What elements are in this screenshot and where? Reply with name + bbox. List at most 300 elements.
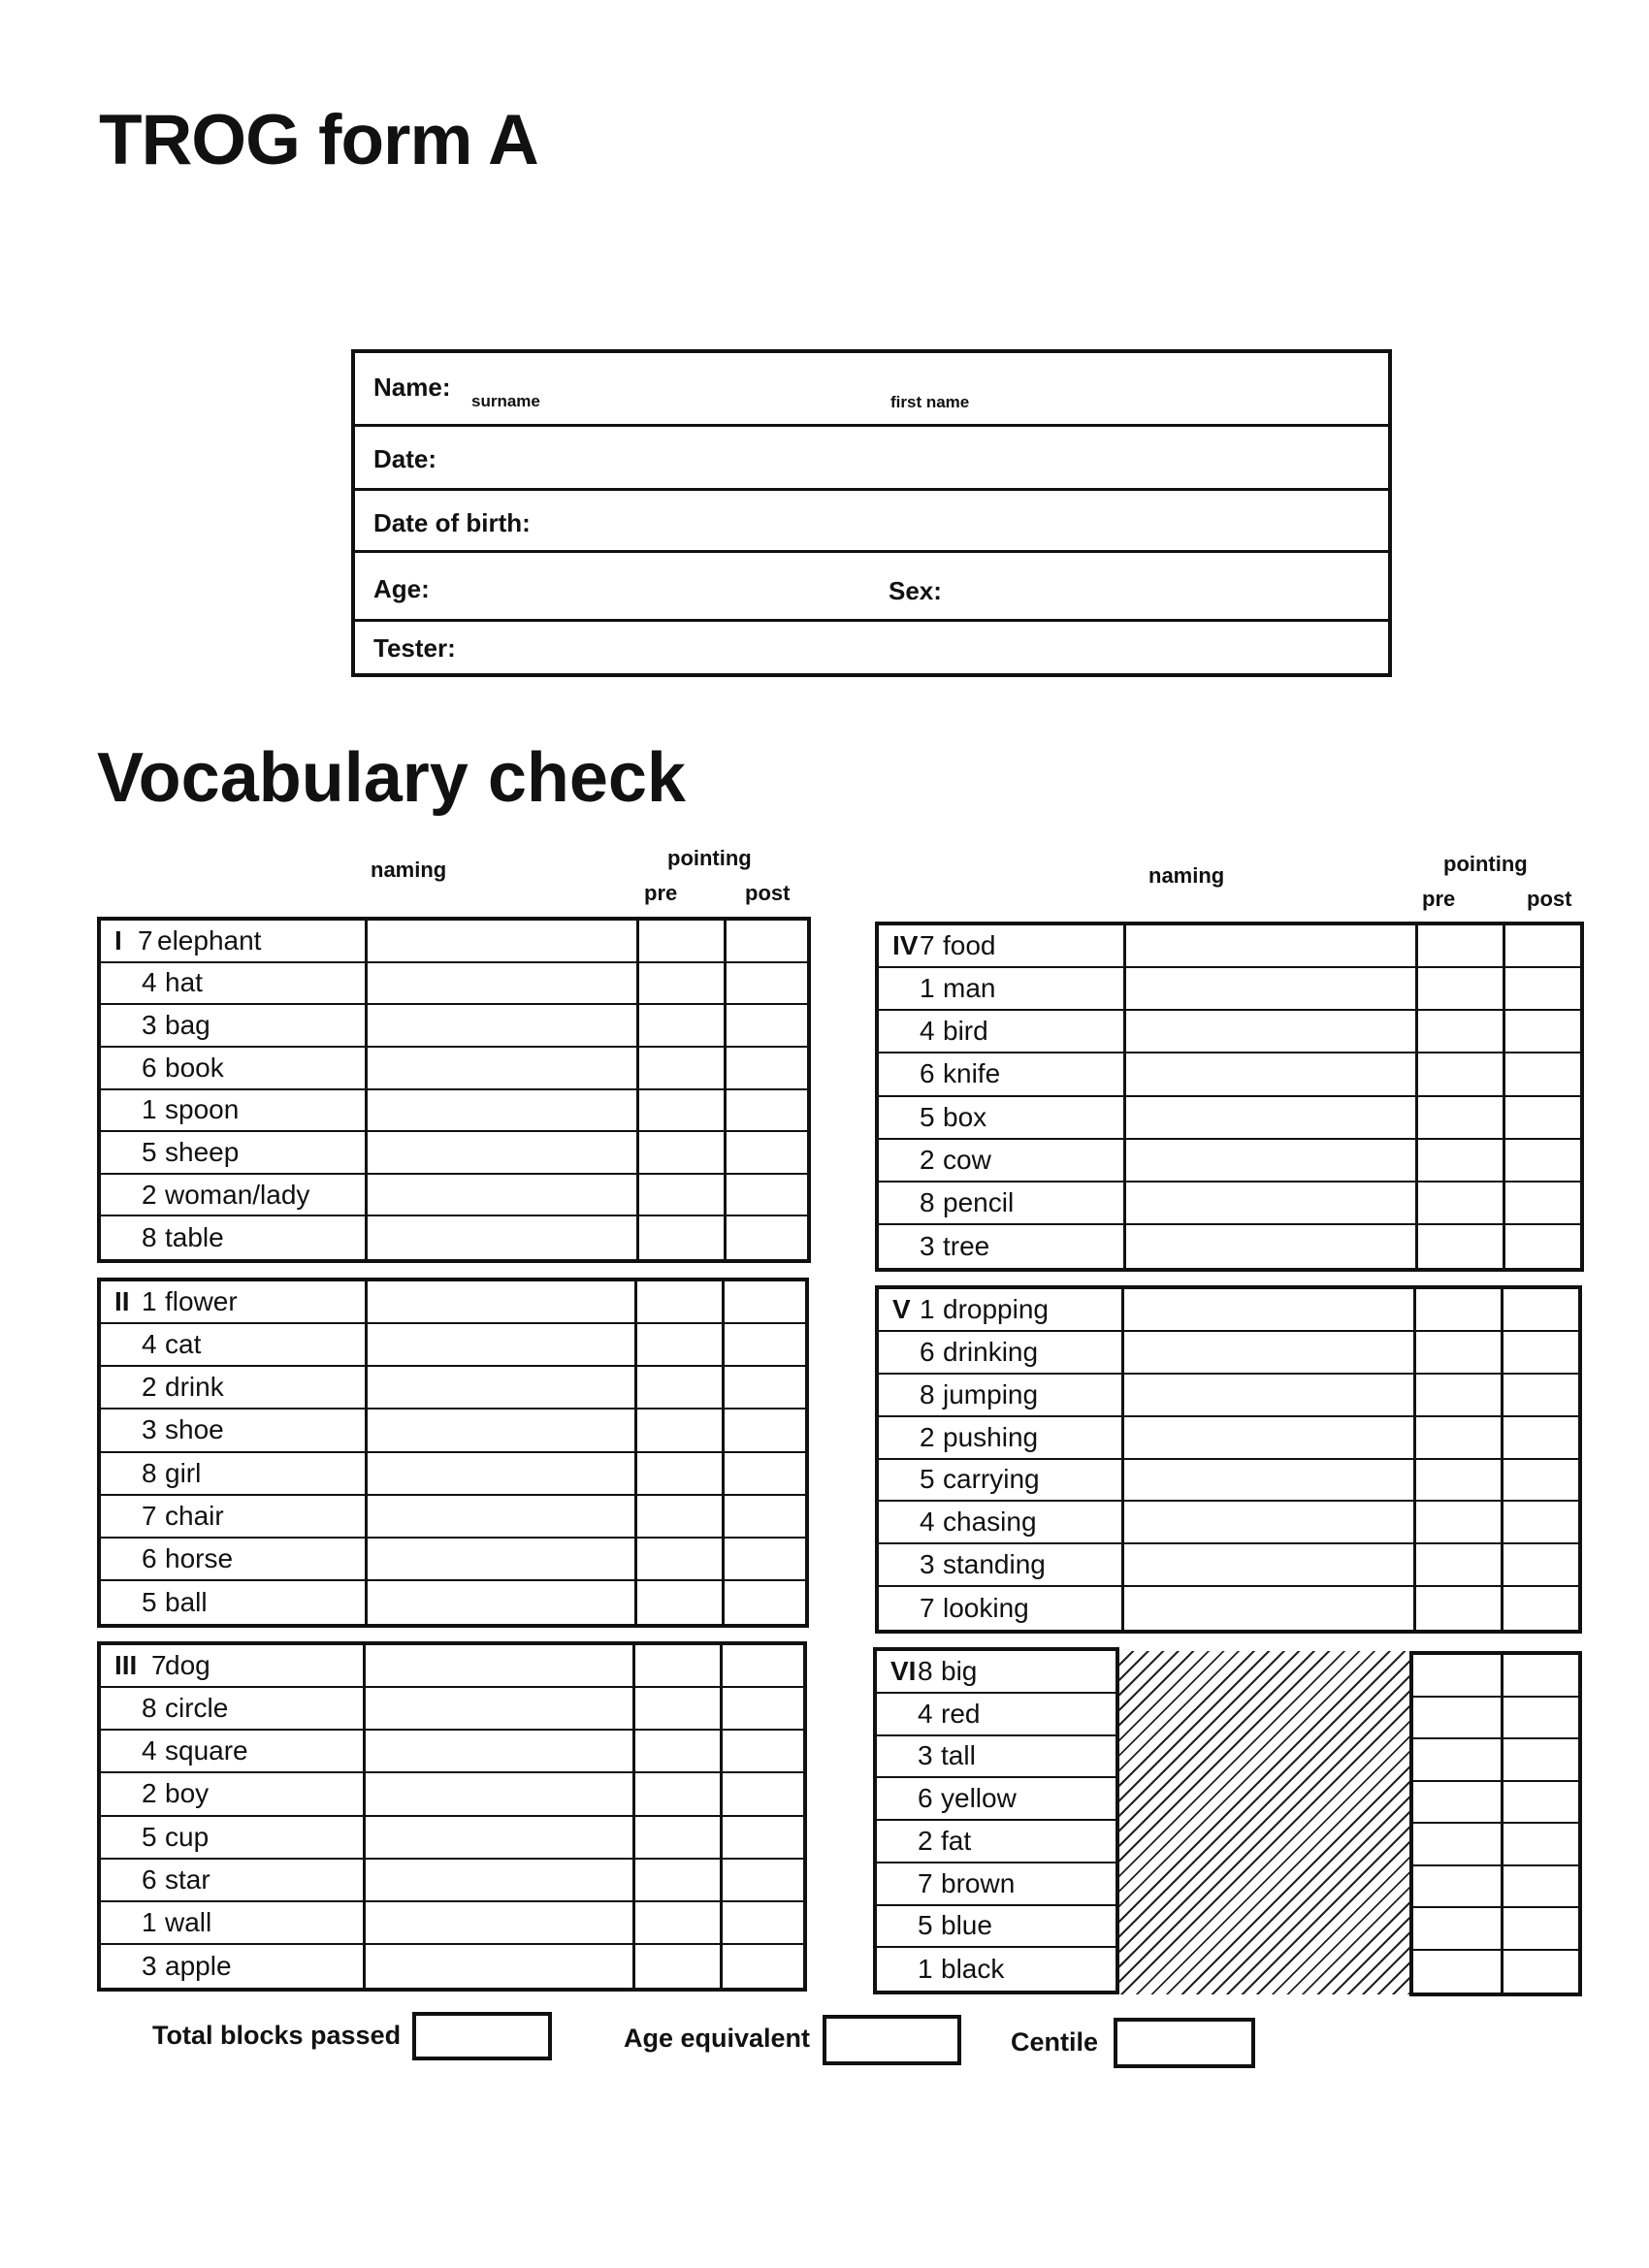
pointing-pre-cell[interactable] bbox=[1415, 1183, 1503, 1223]
pointing-post-cell[interactable] bbox=[724, 1048, 815, 1088]
item-row bbox=[879, 1544, 1578, 1587]
pointing-post-cell[interactable] bbox=[720, 1773, 811, 1814]
item-label-cell bbox=[101, 1817, 363, 1858]
tester-row[interactable] bbox=[355, 622, 1388, 677]
item-row bbox=[101, 1090, 807, 1133]
pointing-post-cell[interactable] bbox=[724, 1132, 815, 1173]
pointing-pre-cell[interactable] bbox=[634, 1539, 722, 1579]
item-number: 6 bbox=[918, 1783, 933, 1814]
item-label-cell bbox=[101, 1773, 363, 1814]
item-row bbox=[877, 1736, 1116, 1779]
naming-cell[interactable] bbox=[365, 1281, 634, 1322]
pointing-post-cell[interactable] bbox=[724, 1005, 815, 1046]
item-number: 2 bbox=[142, 1179, 157, 1210]
date-label: Date: bbox=[373, 444, 437, 473]
item-number: 8 bbox=[142, 1693, 157, 1724]
item-word: flower bbox=[165, 1286, 238, 1317]
item-word: cup bbox=[165, 1821, 210, 1852]
item-label-cell bbox=[101, 1048, 365, 1088]
item-word: bird bbox=[943, 1016, 988, 1047]
item-row bbox=[101, 1945, 803, 1988]
naming-cell[interactable] bbox=[1123, 1097, 1415, 1138]
pointing-pre-cell[interactable] bbox=[636, 1005, 724, 1046]
item-number: 4 bbox=[920, 1507, 935, 1538]
pointing-pre-cell[interactable] bbox=[1415, 1011, 1503, 1052]
pointing-pre-cell[interactable] bbox=[1415, 925, 1503, 966]
pointing-post-cell[interactable] bbox=[722, 1409, 813, 1450]
name-label: Name: bbox=[373, 373, 451, 402]
item-row bbox=[101, 1688, 803, 1731]
item-number: 3 bbox=[918, 1740, 933, 1771]
item-number: 4 bbox=[142, 1735, 157, 1766]
item-label-cell bbox=[877, 1736, 1121, 1777]
item-number: 4 bbox=[920, 1016, 935, 1047]
pointing-post-cell[interactable] bbox=[722, 1581, 813, 1624]
item-row bbox=[1413, 1951, 1578, 1993]
centile-label: Centile bbox=[1011, 2027, 1099, 2057]
block-III bbox=[97, 1641, 807, 1992]
item-label-cell bbox=[879, 1225, 1123, 1268]
item-row bbox=[879, 1289, 1578, 1332]
pointing-pre-cell[interactable] bbox=[1413, 1866, 1501, 1907]
item-word: box bbox=[943, 1101, 987, 1132]
item-row bbox=[101, 1409, 805, 1452]
pointing-post-cell[interactable] bbox=[1501, 1824, 1586, 1864]
naming-cell[interactable] bbox=[365, 1048, 636, 1088]
pointing-post-cell[interactable] bbox=[1501, 1655, 1586, 1696]
left-post-header: post bbox=[745, 881, 791, 905]
pointing-post-cell[interactable] bbox=[720, 1645, 811, 1686]
pointing-pre-cell[interactable] bbox=[632, 1902, 720, 1943]
pointing-post-cell[interactable] bbox=[720, 1688, 811, 1729]
naming-cell[interactable] bbox=[363, 1902, 632, 1943]
left-pre-header: pre bbox=[644, 881, 678, 905]
block-IV bbox=[875, 922, 1584, 1272]
pointing-pre-cell[interactable] bbox=[636, 1090, 724, 1131]
item-label-cell bbox=[877, 1906, 1121, 1947]
naming-cell[interactable] bbox=[1123, 1053, 1415, 1094]
naming-cell[interactable] bbox=[365, 1453, 634, 1494]
naming-cell[interactable] bbox=[1123, 1011, 1415, 1052]
block-roman-numeral: VI bbox=[890, 1655, 917, 1686]
item-label-cell bbox=[879, 1460, 1121, 1501]
pointing-pre-cell[interactable] bbox=[634, 1581, 722, 1624]
item-label-cell bbox=[877, 1821, 1121, 1862]
naming-cell[interactable] bbox=[1121, 1460, 1413, 1501]
naming-cell[interactable] bbox=[363, 1860, 632, 1900]
form-title: TROG form A bbox=[99, 101, 538, 179]
item-word: jumping bbox=[943, 1378, 1039, 1409]
age-sex-row[interactable] bbox=[355, 553, 1388, 622]
naming-cell[interactable] bbox=[365, 963, 636, 1004]
pointing-post-cell[interactable] bbox=[1501, 1908, 1586, 1949]
item-word: hat bbox=[165, 967, 203, 998]
pointing-post-cell[interactable] bbox=[722, 1281, 813, 1322]
item-label-cell bbox=[879, 1375, 1121, 1415]
item-number: 5 bbox=[142, 1586, 157, 1617]
item-label-cell bbox=[101, 1688, 363, 1729]
item-word: food bbox=[943, 930, 996, 961]
item-label-cell bbox=[879, 1502, 1121, 1542]
item-number: 4 bbox=[142, 967, 157, 998]
block-VI-pointing bbox=[1409, 1651, 1582, 1996]
pointing-pre-cell[interactable] bbox=[634, 1453, 722, 1494]
item-number: 5 bbox=[918, 1910, 933, 1941]
pointing-post-cell[interactable] bbox=[1503, 1140, 1588, 1181]
naming-cell[interactable] bbox=[363, 1817, 632, 1858]
item-word: carrying bbox=[943, 1464, 1040, 1495]
item-row bbox=[101, 1453, 805, 1496]
centile-input[interactable] bbox=[1114, 2018, 1255, 2068]
pointing-post-cell[interactable] bbox=[1501, 1417, 1586, 1458]
naming-cell[interactable] bbox=[365, 1216, 636, 1259]
item-word: tall bbox=[941, 1740, 976, 1771]
item-word: standing bbox=[943, 1549, 1046, 1580]
pointing-pre-cell[interactable] bbox=[1413, 1289, 1501, 1330]
pointing-pre-cell[interactable] bbox=[636, 1132, 724, 1173]
tester-label: Tester: bbox=[373, 633, 456, 663]
block-roman-numeral: II bbox=[114, 1286, 130, 1317]
item-row bbox=[879, 1140, 1580, 1183]
item-row bbox=[877, 1863, 1116, 1906]
naming-cell[interactable] bbox=[1121, 1417, 1413, 1458]
pointing-post-cell[interactable] bbox=[724, 963, 815, 1004]
right-naming-header: naming bbox=[1148, 863, 1225, 888]
pointing-pre-cell[interactable] bbox=[634, 1409, 722, 1450]
item-number: 7 bbox=[151, 1650, 167, 1681]
pointing-pre-cell[interactable] bbox=[1415, 968, 1503, 1009]
pointing-pre-cell[interactable] bbox=[632, 1945, 720, 1988]
item-row bbox=[101, 1496, 805, 1539]
item-row bbox=[877, 1778, 1116, 1821]
item-number: 6 bbox=[920, 1058, 935, 1089]
naming-cell[interactable] bbox=[365, 921, 636, 961]
item-word: woman/lady bbox=[165, 1179, 310, 1210]
naming-cell[interactable] bbox=[1123, 1225, 1415, 1268]
dob-label: Date of birth: bbox=[373, 508, 531, 537]
naming-cell[interactable] bbox=[365, 1175, 636, 1215]
naming-cell[interactable] bbox=[365, 1581, 634, 1624]
item-word: ball bbox=[165, 1586, 208, 1617]
block-V bbox=[875, 1285, 1582, 1634]
pointing-post-cell[interactable] bbox=[1503, 1183, 1588, 1223]
pointing-pre-cell[interactable] bbox=[1413, 1782, 1501, 1823]
item-label-cell bbox=[101, 1132, 365, 1173]
item-number: 7 bbox=[138, 924, 153, 956]
naming-cell[interactable] bbox=[365, 1324, 634, 1365]
item-word: knife bbox=[943, 1058, 1001, 1089]
item-word: dog bbox=[165, 1650, 210, 1681]
pointing-post-cell[interactable] bbox=[724, 921, 815, 961]
pointing-pre-cell[interactable] bbox=[1413, 1587, 1501, 1630]
block-VI-naming-hatched bbox=[1119, 1651, 1409, 1994]
item-word: bag bbox=[165, 1010, 210, 1041]
item-number: 5 bbox=[142, 1136, 157, 1167]
pointing-pre-cell[interactable] bbox=[1415, 1140, 1503, 1181]
pointing-pre-cell[interactable] bbox=[634, 1324, 722, 1365]
item-row bbox=[879, 1183, 1580, 1225]
naming-cell[interactable] bbox=[365, 1367, 634, 1408]
item-label-cell bbox=[101, 1945, 363, 1988]
item-label-cell bbox=[101, 1902, 363, 1943]
naming-cell[interactable] bbox=[363, 1645, 632, 1686]
pointing-pre-cell[interactable] bbox=[1413, 1824, 1501, 1864]
item-number: 1 bbox=[920, 973, 935, 1004]
item-word: spoon bbox=[165, 1094, 240, 1125]
item-word: square bbox=[165, 1735, 248, 1766]
item-number: 7 bbox=[142, 1500, 157, 1531]
item-row bbox=[879, 1097, 1580, 1140]
pointing-post-cell[interactable] bbox=[1501, 1289, 1586, 1330]
item-label-cell bbox=[879, 1417, 1121, 1458]
dob-row[interactable] bbox=[355, 491, 1388, 553]
naming-cell[interactable] bbox=[365, 1132, 636, 1173]
pointing-pre-cell[interactable] bbox=[1413, 1460, 1501, 1501]
pointing-pre-cell[interactable] bbox=[634, 1281, 722, 1322]
pointing-pre-cell[interactable] bbox=[632, 1731, 720, 1771]
pointing-post-cell[interactable] bbox=[720, 1817, 811, 1858]
item-number: 3 bbox=[142, 1950, 157, 1981]
item-word: black bbox=[941, 1954, 1005, 1985]
pointing-post-cell[interactable] bbox=[1501, 1544, 1586, 1585]
naming-cell[interactable] bbox=[363, 1773, 632, 1814]
pointing-post-cell[interactable] bbox=[1503, 1097, 1588, 1138]
item-number: 1 bbox=[142, 1094, 157, 1125]
pointing-pre-cell[interactable] bbox=[632, 1860, 720, 1900]
item-label-cell bbox=[101, 1645, 363, 1686]
item-row bbox=[1413, 1655, 1578, 1698]
pointing-post-cell[interactable] bbox=[1503, 1053, 1588, 1094]
item-number: 3 bbox=[142, 1414, 157, 1445]
item-number: 1 bbox=[920, 1293, 935, 1324]
age-equivalent-input[interactable] bbox=[823, 2015, 961, 2065]
naming-cell[interactable] bbox=[363, 1945, 632, 1988]
pointing-post-cell[interactable] bbox=[720, 1731, 811, 1771]
pointing-post-cell[interactable] bbox=[724, 1175, 815, 1215]
pointing-post-cell[interactable] bbox=[1503, 925, 1588, 966]
pointing-pre-cell[interactable] bbox=[1415, 1097, 1503, 1138]
item-number: 2 bbox=[142, 1372, 157, 1403]
pointing-post-cell[interactable] bbox=[1501, 1782, 1586, 1823]
block-II bbox=[97, 1278, 809, 1628]
item-label-cell bbox=[879, 1097, 1123, 1138]
naming-cell[interactable] bbox=[365, 1496, 634, 1537]
item-row bbox=[877, 1906, 1116, 1949]
naming-cell[interactable] bbox=[1123, 968, 1415, 1009]
pointing-pre-cell[interactable] bbox=[632, 1645, 720, 1686]
naming-cell[interactable] bbox=[1121, 1544, 1413, 1585]
item-row bbox=[101, 1324, 805, 1367]
pointing-pre-cell[interactable] bbox=[636, 1216, 724, 1259]
item-label-cell bbox=[101, 1860, 363, 1900]
item-row bbox=[879, 1375, 1578, 1417]
item-row bbox=[1413, 1782, 1578, 1825]
item-word: big bbox=[941, 1655, 978, 1686]
pointing-post-cell[interactable] bbox=[1501, 1587, 1586, 1630]
vocabulary-check-heading: Vocabulary check bbox=[97, 739, 686, 817]
pointing-pre-cell[interactable] bbox=[1413, 1739, 1501, 1780]
item-label-cell bbox=[101, 963, 365, 1004]
pointing-post-cell[interactable] bbox=[722, 1539, 813, 1579]
item-number: 8 bbox=[920, 1378, 935, 1409]
pointing-post-cell[interactable] bbox=[722, 1453, 813, 1494]
pointing-post-cell[interactable] bbox=[1501, 1332, 1586, 1373]
total-blocks-input[interactable] bbox=[412, 2012, 552, 2060]
pointing-pre-cell[interactable] bbox=[1413, 1502, 1501, 1542]
pointing-pre-cell[interactable] bbox=[1413, 1332, 1501, 1373]
pointing-pre-cell[interactable] bbox=[1413, 1951, 1501, 1993]
pointing-post-cell[interactable] bbox=[720, 1902, 811, 1943]
item-label-cell bbox=[879, 1140, 1123, 1181]
pointing-post-cell[interactable] bbox=[722, 1496, 813, 1537]
naming-cell[interactable] bbox=[365, 1409, 634, 1450]
pointing-post-cell[interactable] bbox=[1501, 1375, 1586, 1415]
item-word: red bbox=[941, 1698, 981, 1729]
item-row bbox=[101, 1581, 805, 1624]
item-number: 2 bbox=[142, 1778, 157, 1809]
pointing-post-cell[interactable] bbox=[1501, 1502, 1586, 1542]
pointing-pre-cell[interactable] bbox=[1415, 1225, 1503, 1268]
item-word: apple bbox=[165, 1950, 232, 1981]
item-row bbox=[101, 1539, 805, 1581]
naming-cell[interactable] bbox=[1121, 1502, 1413, 1542]
item-row bbox=[101, 1048, 807, 1090]
pointing-post-cell[interactable] bbox=[720, 1945, 811, 1988]
pointing-pre-cell[interactable] bbox=[1413, 1655, 1501, 1696]
item-number: 3 bbox=[142, 1010, 157, 1041]
item-word: chair bbox=[165, 1500, 224, 1531]
first-name-label: first name bbox=[890, 393, 970, 411]
naming-cell[interactable] bbox=[365, 1539, 634, 1579]
pointing-post-cell[interactable] bbox=[720, 1860, 811, 1900]
right-pre-header: pre bbox=[1422, 887, 1456, 911]
naming-cell[interactable] bbox=[1123, 925, 1415, 966]
item-row bbox=[1413, 1866, 1578, 1909]
naming-cell[interactable] bbox=[1121, 1289, 1413, 1330]
pointing-post-cell[interactable] bbox=[1503, 1225, 1588, 1268]
item-row bbox=[101, 963, 807, 1006]
item-number: 6 bbox=[920, 1336, 935, 1367]
item-number: 5 bbox=[142, 1821, 157, 1852]
block-roman-numeral: I bbox=[114, 924, 122, 956]
naming-cell[interactable] bbox=[1123, 1183, 1415, 1223]
item-row bbox=[879, 1225, 1580, 1268]
pointing-post-cell[interactable] bbox=[1501, 1739, 1586, 1780]
age-label: Age: bbox=[373, 574, 430, 603]
item-label-cell bbox=[101, 1581, 365, 1624]
pointing-pre-cell[interactable] bbox=[1415, 1053, 1503, 1094]
item-number: 8 bbox=[920, 1186, 935, 1217]
item-word: chasing bbox=[943, 1507, 1037, 1538]
item-label-cell bbox=[877, 1778, 1121, 1819]
item-number: 6 bbox=[142, 1542, 157, 1573]
pointing-post-cell[interactable] bbox=[724, 1216, 815, 1259]
item-label-cell bbox=[879, 925, 1123, 966]
naming-cell[interactable] bbox=[1123, 1140, 1415, 1181]
pointing-post-cell[interactable] bbox=[1501, 1866, 1586, 1907]
item-word: girl bbox=[165, 1457, 202, 1488]
naming-cell[interactable] bbox=[365, 1005, 636, 1046]
pointing-pre-cell[interactable] bbox=[636, 1048, 724, 1088]
item-label-cell bbox=[877, 1694, 1121, 1734]
pointing-pre-cell[interactable] bbox=[634, 1367, 722, 1408]
pointing-post-cell[interactable] bbox=[1501, 1460, 1586, 1501]
item-number: 1 bbox=[142, 1906, 157, 1937]
pointing-post-cell[interactable] bbox=[1501, 1698, 1586, 1738]
naming-cell[interactable] bbox=[1121, 1587, 1413, 1630]
item-label-cell bbox=[101, 1090, 365, 1131]
pointing-post-cell[interactable] bbox=[1503, 1011, 1588, 1052]
naming-cell[interactable] bbox=[363, 1688, 632, 1729]
item-label-cell bbox=[877, 1948, 1121, 1991]
naming-cell[interactable] bbox=[363, 1731, 632, 1771]
item-word: cow bbox=[943, 1144, 991, 1175]
item-number: 6 bbox=[142, 1052, 157, 1083]
pointing-pre-cell[interactable] bbox=[1413, 1375, 1501, 1415]
pointing-post-cell[interactable] bbox=[724, 1090, 815, 1131]
pointing-pre-cell[interactable] bbox=[636, 963, 724, 1004]
pointing-pre-cell[interactable] bbox=[1413, 1417, 1501, 1458]
item-row bbox=[1413, 1698, 1578, 1740]
right-post-header: post bbox=[1527, 887, 1572, 911]
block-roman-numeral: V bbox=[892, 1293, 911, 1324]
date-row[interactable] bbox=[355, 427, 1388, 491]
item-word: wall bbox=[165, 1906, 212, 1937]
name-row[interactable] bbox=[355, 353, 1388, 427]
naming-cell[interactable] bbox=[1121, 1332, 1413, 1373]
item-word: circle bbox=[165, 1693, 229, 1724]
pointing-post-cell[interactable] bbox=[1501, 1951, 1586, 1993]
naming-cell[interactable] bbox=[365, 1090, 636, 1131]
item-row bbox=[879, 1332, 1578, 1375]
pointing-pre-cell[interactable] bbox=[636, 1175, 724, 1215]
item-number: 6 bbox=[142, 1863, 157, 1895]
pointing-post-cell[interactable] bbox=[722, 1324, 813, 1365]
item-number: 5 bbox=[920, 1101, 935, 1132]
item-row bbox=[879, 1417, 1578, 1460]
item-row bbox=[101, 1817, 803, 1860]
pointing-post-cell[interactable] bbox=[722, 1367, 813, 1408]
pointing-pre-cell[interactable] bbox=[1413, 1908, 1501, 1949]
pointing-pre-cell[interactable] bbox=[1413, 1544, 1501, 1585]
total-blocks-label: Total blocks passed bbox=[152, 2021, 402, 2050]
item-word: yellow bbox=[941, 1783, 1017, 1814]
item-word: dropping bbox=[943, 1293, 1049, 1324]
item-label-cell bbox=[879, 968, 1123, 1009]
pointing-pre-cell[interactable] bbox=[632, 1773, 720, 1814]
pointing-pre-cell[interactable] bbox=[1413, 1698, 1501, 1738]
item-word: cat bbox=[165, 1329, 202, 1360]
item-word: elephant bbox=[157, 924, 262, 956]
item-number: 8 bbox=[142, 1457, 157, 1488]
item-row bbox=[101, 1216, 807, 1259]
naming-cell[interactable] bbox=[1121, 1375, 1413, 1415]
item-label-cell bbox=[879, 1053, 1123, 1094]
pointing-pre-cell[interactable] bbox=[632, 1817, 720, 1858]
pointing-post-cell[interactable] bbox=[1503, 968, 1588, 1009]
pointing-pre-cell[interactable] bbox=[632, 1688, 720, 1729]
pointing-pre-cell[interactable] bbox=[634, 1496, 722, 1537]
item-number: 1 bbox=[918, 1954, 933, 1985]
item-label-cell bbox=[101, 1453, 365, 1494]
item-row bbox=[879, 1502, 1578, 1544]
pointing-pre-cell[interactable] bbox=[636, 921, 724, 961]
item-row bbox=[879, 1053, 1580, 1096]
item-row bbox=[879, 1587, 1578, 1630]
item-row bbox=[101, 1860, 803, 1902]
item-word: drinking bbox=[943, 1336, 1039, 1367]
item-word: shoe bbox=[165, 1414, 224, 1445]
